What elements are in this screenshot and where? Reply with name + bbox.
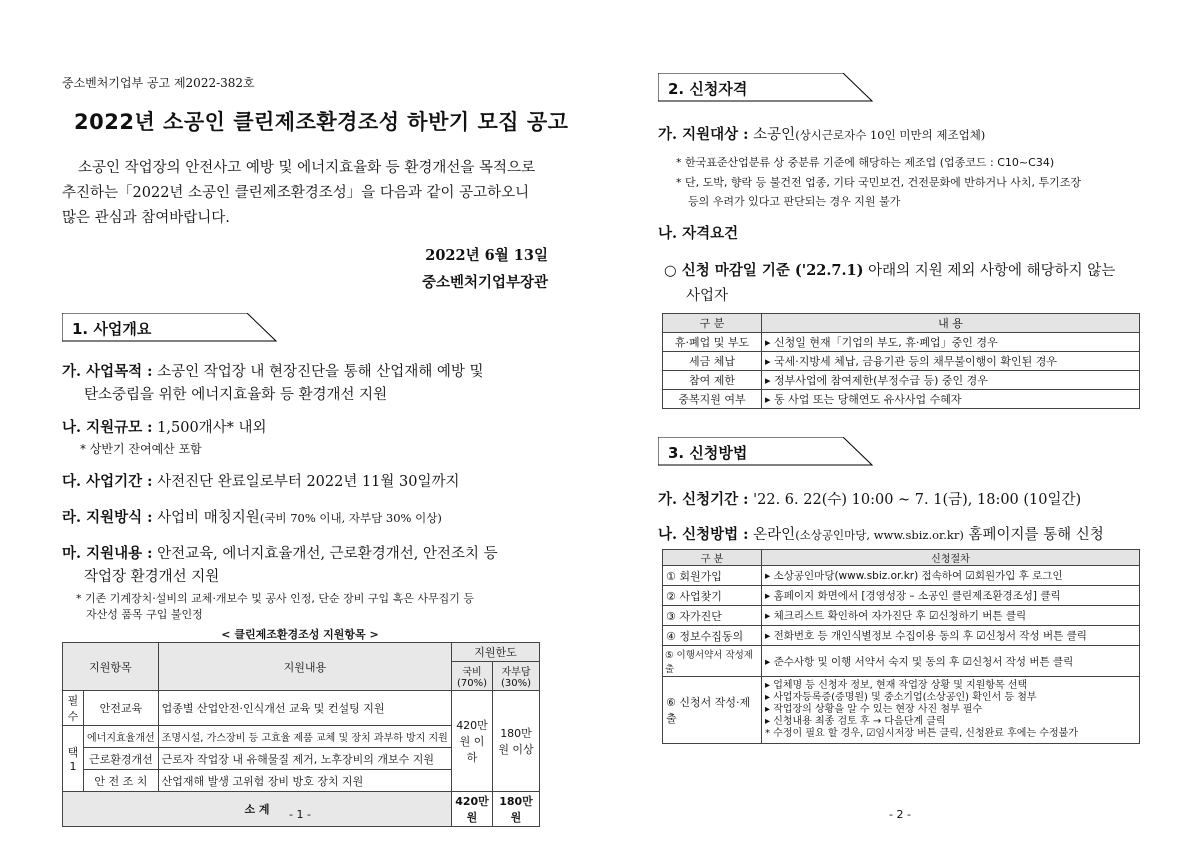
- application-method: [658, 523, 1104, 544]
- item-label: ○ 신청 마감일 기준 ('22.7.1): [664, 262, 864, 279]
- procedure-table: [662, 549, 1140, 744]
- table-cell: 근로자 작업장 내 유해물질 제거, 노후장비의 개보수 지원: [158, 748, 451, 770]
- eligibility-target: [658, 123, 985, 144]
- table-cell: 조명시설, 가스장비 등 고효율 제품 교체 및 장치 과부하 방지 지원: [158, 726, 451, 748]
- item-purpose-cont: 탄소중립을 위한 에너지효율화 등 환경개선 지원: [84, 387, 388, 403]
- section-title: 2. 신청자격: [668, 80, 748, 98]
- table-cell: ▸ 국세·지방세 체납, 금융기관 등의 채무불이행이 확인된 경우: [762, 352, 1140, 371]
- support-items-table: [62, 642, 540, 827]
- item-label: 가. 신청기간 :: [658, 491, 749, 508]
- item-label: 나. 지원규모 :: [62, 419, 153, 436]
- item-note: 자산성 품목 구입 불인정: [86, 608, 203, 621]
- table-total-self: 180만원: [493, 792, 540, 827]
- table-cell: ② 사업찾기: [663, 586, 762, 606]
- table-cell: ▸ 준수사항 및 이행 서약서 숙지 및 동의 후 ☑신청서 작성 버튼 클릭: [762, 646, 1140, 677]
- table-cell: ▸ 신청일 현재「기업의 부도, 휴·폐업」중인 경우: [762, 333, 1140, 352]
- procedure-line: ▸ 사업자등록증(증명원) 및 중소기업(소상공인) 확인서 등 첨부: [765, 692, 1037, 703]
- table-cell-multiline: [762, 677, 1140, 744]
- item-label: 나. 신청방법 :: [658, 526, 749, 543]
- table-header: 지원항목: [63, 643, 159, 691]
- table-cell: ▸ 홈페이지 화면에서 [경영성장 – 소공인 클린제조환경조성] 클릭: [762, 586, 1140, 606]
- item-text: 온라인: [753, 527, 796, 543]
- table-cell: 중복지원 여부: [663, 390, 762, 409]
- procedure-line: ▸ 업체명 등 신청자 정보, 현재 작업장 상황 및 지원항목 선택: [765, 680, 1028, 691]
- table-header: 구 분: [663, 314, 762, 333]
- item-note: * 상반기 잔여예산 포함: [80, 442, 202, 456]
- section-header-1: [62, 313, 277, 343]
- table-caption: < 클린제조환경조성 지원항목 >: [221, 628, 379, 641]
- table-cell: ⑤ 이행서약서 작성제출: [663, 646, 762, 677]
- item-scale: [62, 416, 267, 437]
- table-cell: 에너지효율개선: [84, 726, 159, 748]
- table-cell: 안 전 조 치: [84, 770, 159, 792]
- eligibility-requirement: [664, 259, 1115, 280]
- item-label: 라. 지원방식 :: [62, 509, 153, 526]
- table-cell: ③ 자가진단: [663, 606, 762, 626]
- item-label: 다. 사업기간 :: [62, 473, 153, 490]
- procedure-line: ▸ 작업장의 상황을 알 수 있는 현장 사진 첨부 필수: [765, 704, 983, 715]
- table-cell: 420만원 이하: [452, 691, 493, 792]
- item-note: * 한국표준산업분류 상 중분류 기준에 해당하는 제조업 (업종코드 : C10~C34): [676, 156, 1055, 169]
- table-total-gov: 420만원: [452, 792, 493, 827]
- item-text: 소공인 작업장 내 현장진단을 통해 산업재해 예방 및: [157, 364, 484, 380]
- table-header: 지원내용: [158, 643, 451, 691]
- table-header: 자부담(30%): [493, 662, 540, 691]
- item-label: 가. 사업목적 :: [62, 363, 153, 380]
- table-cell: ① 회원가입: [663, 566, 762, 586]
- section-title: 1. 사업개요: [72, 320, 152, 338]
- item-small: (상시근로자수 10인 미만의 제조업체): [795, 128, 986, 142]
- item-small: (국비 70% 이내, 자부담 30% 이상): [259, 511, 442, 525]
- intro-line: 추진하는「2022년 소공인 클린제조환경조성」을 다음과 같이 공고하오니: [62, 185, 530, 201]
- item-period: [62, 470, 460, 491]
- intro-line: 많은 관심과 참여바랍니다.: [62, 210, 230, 226]
- table-cell: 업종별 산업안전·인식개선 교육 및 컨설팅 지원: [158, 691, 451, 726]
- signature-block: [422, 242, 548, 296]
- item-text: 안전교육, 에너지효율개선, 근로환경개선, 안전조치 등: [157, 546, 498, 562]
- item-text: '22. 6. 22(수) 10:00 ~ 7. 1(금), 18:00 (10일간): [753, 492, 1082, 508]
- item-label: 가. 지원대상 :: [658, 126, 749, 143]
- page-number: - 1 -: [289, 808, 311, 821]
- announce-date: 2022년 6월 13일: [425, 247, 548, 264]
- table-header: 신청절차: [762, 550, 1140, 566]
- table-cell: ▸ 동 사업 또는 당해연도 유사사업 수혜자: [762, 390, 1140, 409]
- procedure-line: * 수정이 필요 할 경우, ☑임시저장 버튼 클릭, 신청완료 후에는 수정불가: [765, 728, 1078, 739]
- table-cell: 택1: [63, 726, 84, 792]
- item-note: * 기존 기계장치·설비의 교체·개보수 및 공사 인정, 단순 장비 구입 혹은 사무집기 등: [76, 592, 474, 605]
- item-small: (소상공인마당, www.sbiz.or.kr): [795, 528, 964, 542]
- item-method: [62, 506, 442, 527]
- item-content: [62, 542, 498, 563]
- item-text: 소공인: [753, 127, 796, 143]
- table-cell: 세금 체납: [663, 352, 762, 371]
- item-label: 마. 지원내용 :: [62, 545, 153, 562]
- table-cell: 근로환경개선: [84, 748, 159, 770]
- table-cell: 참여 제한: [663, 371, 762, 390]
- table-header: 국비(70%): [452, 662, 493, 691]
- table-cell: 안전교육: [84, 691, 159, 726]
- table-cell: 산업재해 발생 고위험 장비 방호 장치 지원: [158, 770, 451, 792]
- page-number: - 2 -: [889, 808, 911, 821]
- table-header: 내 용: [762, 314, 1140, 333]
- procedure-line: ▸ 신청내용 최종 검토 후 → 다음단계 클릭: [765, 716, 946, 727]
- table-cell: 필수: [63, 691, 84, 726]
- exclusion-table: [662, 313, 1140, 409]
- intro-paragraph: [62, 156, 548, 231]
- item-purpose: [62, 360, 484, 381]
- signer: 중소벤처기업부장관: [421, 274, 548, 291]
- eligibility-requirement-cont: 사업자: [686, 288, 729, 304]
- item-text: 1,500개사* 내외: [157, 420, 267, 436]
- section-header-2: [658, 73, 873, 103]
- item-text: 홈페이지를 통해 신청: [968, 527, 1104, 543]
- item-text: 아래의 지원 제외 사항에 해당하지 않는: [868, 263, 1116, 279]
- page-2: [600, 0, 1200, 848]
- section-title: 3. 신청방법: [668, 444, 748, 462]
- item-text: 사업비 매칭지원: [157, 510, 260, 526]
- item-content-cont: 작업장 환경개선 지원: [84, 569, 220, 585]
- table-cell: ④ 정보수집동의: [663, 626, 762, 646]
- table-header: 지원한도: [452, 643, 540, 662]
- item-text: 사전진단 완료일로부터 2022년 11월 30일까지: [157, 474, 460, 490]
- application-period: [658, 488, 1081, 509]
- item-note: * 단, 도박, 향락 등 불건전 업종, 기타 국민보건, 건전문화에 반하거나 사치, 투기조장: [676, 176, 1081, 189]
- table-total-label: 소 계: [63, 792, 452, 827]
- table-cell: ▸ 체크리스트 확인하여 자가진단 후 ☑신청하기 버튼 클릭: [762, 606, 1140, 626]
- table-cell: 180만원 이상: [493, 691, 540, 792]
- section-header-3: [658, 437, 873, 467]
- table-cell: 휴·폐업 및 부도: [663, 333, 762, 352]
- intro-line: 소공인 작업장의 안전사고 예방 및 에너지효율화 등 환경개선을 목적으로: [78, 160, 536, 176]
- table-header: 구 분: [663, 550, 762, 566]
- eligibility-req-label: 나. 자격요건: [658, 225, 739, 242]
- table-cell: ⑥ 신청서 작성·제출: [663, 677, 762, 744]
- table-cell: ▸ 정부사업에 참여제한(부정수급 등) 중인 경우: [762, 371, 1140, 390]
- page-title: 2022년 소공인 클린제조환경조성 하반기 모집 공고: [74, 110, 569, 134]
- notice-number: 중소벤처기업부 공고 제2022-382호: [62, 76, 255, 90]
- table-cell: ▸ 전화번호 등 개인식별정보 수집이용 동의 후 ☑신청서 작성 버튼 클릭: [762, 626, 1140, 646]
- table-cell: ▸ 소상공인마당(www.sbiz.or.kr) 접속하여 ☑회원가입 후 로그인: [762, 566, 1140, 586]
- item-note: 등의 우려가 있다고 판단되는 경우 지원 불가: [688, 195, 901, 208]
